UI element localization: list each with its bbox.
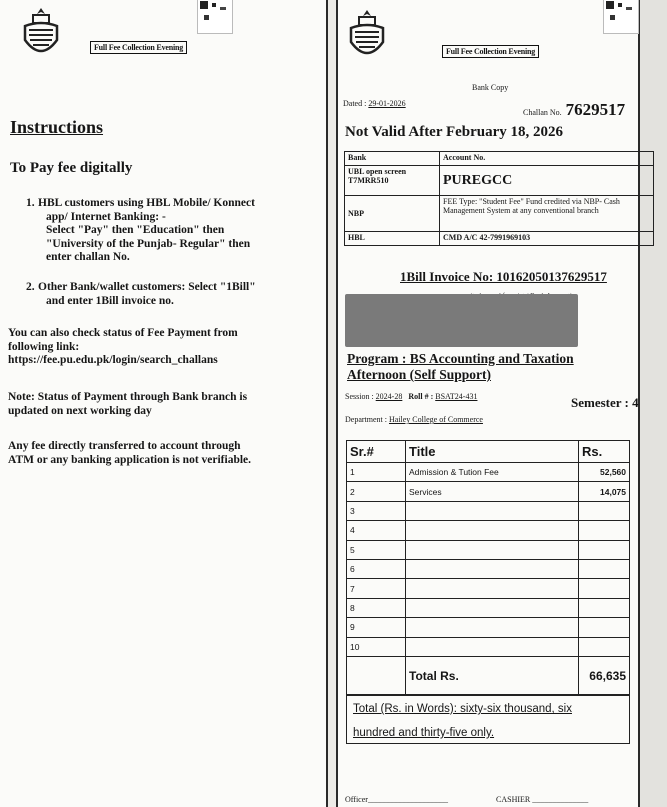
step-number: 2.	[26, 281, 35, 293]
amount-cell	[579, 501, 630, 520]
amount-cell	[579, 559, 630, 578]
note-line: Note: Status of Payment through Bank branch is	[8, 391, 248, 403]
table-row	[347, 463, 630, 482]
amount-header: Rs.	[579, 441, 630, 463]
step-line: app/ Internet Banking: -	[46, 210, 166, 223]
full-fee-badge: Full Fee Collection Evening	[442, 45, 539, 58]
challan-value: 7629517	[565, 100, 626, 119]
invoice-number: 1Bill Invoice No: 10162050137629517	[400, 269, 607, 284]
bank-branch-note	[8, 391, 320, 418]
department-value: Hailey College of Commerce	[388, 415, 483, 424]
step-number: 1.	[26, 197, 35, 209]
amount-cell	[579, 521, 630, 540]
amount-cell: 14,075	[579, 482, 630, 501]
total-label: Total Rs.	[406, 656, 579, 695]
program-title	[347, 351, 574, 383]
full-fee-badge: Full Fee Collection Evening	[90, 41, 187, 54]
table-row	[347, 618, 630, 637]
warning-line: ATM or any banking application is not verifiable.	[8, 453, 252, 466]
table-row	[347, 501, 630, 520]
amount-cell	[579, 618, 630, 637]
qr-code-icon	[197, 0, 233, 34]
sr-cell: 2	[347, 482, 406, 501]
bank-column-header: Bank	[345, 152, 440, 166]
step-line: HBL customers using HBL Mobile/ Konnect	[38, 197, 255, 209]
sr-header: Sr.#	[347, 441, 406, 463]
bank-cell: UBL open screen T7MRR510	[345, 166, 440, 196]
other-bank-instruction-step	[26, 281, 323, 308]
account-cell: FEE Type: "Student Fee" Fund credited via NBP- Cash Management System at any conventional branch	[440, 196, 654, 232]
program-line: Afternoon (Self Support)	[347, 367, 491, 382]
program-line: Program : BS Accounting and Taxation	[347, 351, 574, 366]
warning-line: Any fee directly transferred to account through	[8, 440, 241, 452]
title-cell: Admission & Tution Fee	[406, 463, 579, 482]
words-line: Total (Rs. in Words): sixty-six thousand, six	[353, 703, 572, 715]
step-line: and enter 1Bill invoice no.	[46, 294, 174, 307]
challan-label: Challan No.	[523, 108, 562, 117]
university-crest-icon	[345, 8, 389, 64]
table-row	[347, 521, 630, 540]
roll-value: BSAT24-431	[435, 392, 478, 401]
department-label: Department :	[345, 415, 387, 424]
semester-label: Semester : 4	[571, 395, 639, 410]
dated-field	[343, 99, 406, 108]
sr-cell: 3	[347, 501, 406, 520]
account-cell: CMD A/C 42-7991969103	[440, 232, 654, 246]
table-row	[347, 579, 630, 598]
cashier-label: CASHIER	[496, 795, 531, 804]
title-cell	[406, 618, 579, 637]
dated-label: Dated :	[343, 99, 367, 108]
title-cell	[406, 637, 579, 656]
adjacent-copy-strip	[640, 0, 667, 807]
amount-cell	[579, 579, 630, 598]
step-line: enter challan No.	[46, 251, 130, 263]
fee-table	[346, 440, 630, 696]
title-cell	[406, 521, 579, 540]
dated-value: 29-01-2026	[368, 99, 406, 108]
total-value: 66,635	[579, 656, 630, 695]
pay-fee-digitally-heading: To Pay fee digitally	[10, 160, 133, 176]
table-row	[347, 559, 630, 578]
roll-label: Roll # :	[408, 392, 434, 401]
status-line: You can also check status of Fee Payment from	[8, 327, 238, 339]
amount-cell: 52,560	[579, 463, 630, 482]
account-column-header: Account No.	[440, 152, 654, 166]
officer-signature: Officer____________________	[345, 795, 448, 804]
amount-cell	[579, 598, 630, 617]
amount-cell	[579, 637, 630, 656]
status-check-paragraph	[8, 327, 320, 368]
challan-number	[523, 100, 625, 120]
title-cell	[406, 579, 579, 598]
account-cell: PUREGCC	[440, 166, 654, 196]
step-line: "University of the Punjab- Regular" then	[46, 237, 251, 250]
department-line	[345, 415, 483, 424]
session-label: Session :	[345, 392, 374, 401]
title-cell	[406, 598, 579, 617]
status-line: following link:	[8, 340, 80, 353]
qr-code-icon	[603, 0, 639, 34]
table-row	[347, 637, 630, 656]
officer-label: Officer	[345, 795, 368, 804]
amount-in-words	[346, 694, 630, 744]
title-cell	[406, 501, 579, 520]
sr-cell: 1	[347, 463, 406, 482]
redaction-block	[345, 294, 578, 347]
note-line: updated on next working day	[8, 404, 152, 417]
title-header: Title	[406, 441, 579, 463]
cashier-signature: CASHIER ______________	[496, 795, 589, 804]
sr-cell: 10	[347, 637, 406, 656]
table-row	[347, 540, 630, 559]
bank-cell: HBL	[345, 232, 440, 246]
table-row	[347, 482, 630, 501]
title-cell	[406, 540, 579, 559]
session-roll-line	[345, 392, 477, 401]
bank-copy-label: Bank Copy	[472, 83, 509, 92]
sr-cell: 7	[347, 579, 406, 598]
step-line: Other Bank/wallet customers: Select "1Bill"	[38, 281, 256, 293]
title-cell: Services	[406, 482, 579, 501]
amount-cell	[579, 540, 630, 559]
instructions-heading: Instructions	[10, 117, 104, 137]
sr-cell: 6	[347, 559, 406, 578]
hbl-instruction-step	[26, 197, 323, 265]
session-value: 2024-28	[375, 392, 403, 401]
sr-cell: 4	[347, 521, 406, 540]
sr-cell: 5	[347, 540, 406, 559]
words-line: hundred and thirty-five only.	[353, 727, 495, 739]
title-cell	[406, 559, 579, 578]
total-row	[347, 656, 630, 695]
university-crest-icon	[19, 6, 63, 62]
validity-notice: Not Valid After February 18, 2026	[345, 124, 564, 140]
total-spacer	[347, 656, 406, 695]
sr-cell: 8	[347, 598, 406, 617]
sr-cell: 9	[347, 618, 406, 637]
table-row	[347, 598, 630, 617]
transfer-warning	[8, 440, 320, 467]
bank-cell: NBP	[345, 196, 440, 232]
step-line: Select "Pay" then "Education" then	[46, 224, 225, 236]
status-link[interactable]: https://fee.pu.edu.pk/login/search_challans	[8, 354, 218, 366]
bank-accounts-table	[344, 151, 654, 246]
fee-table-header	[347, 441, 630, 463]
